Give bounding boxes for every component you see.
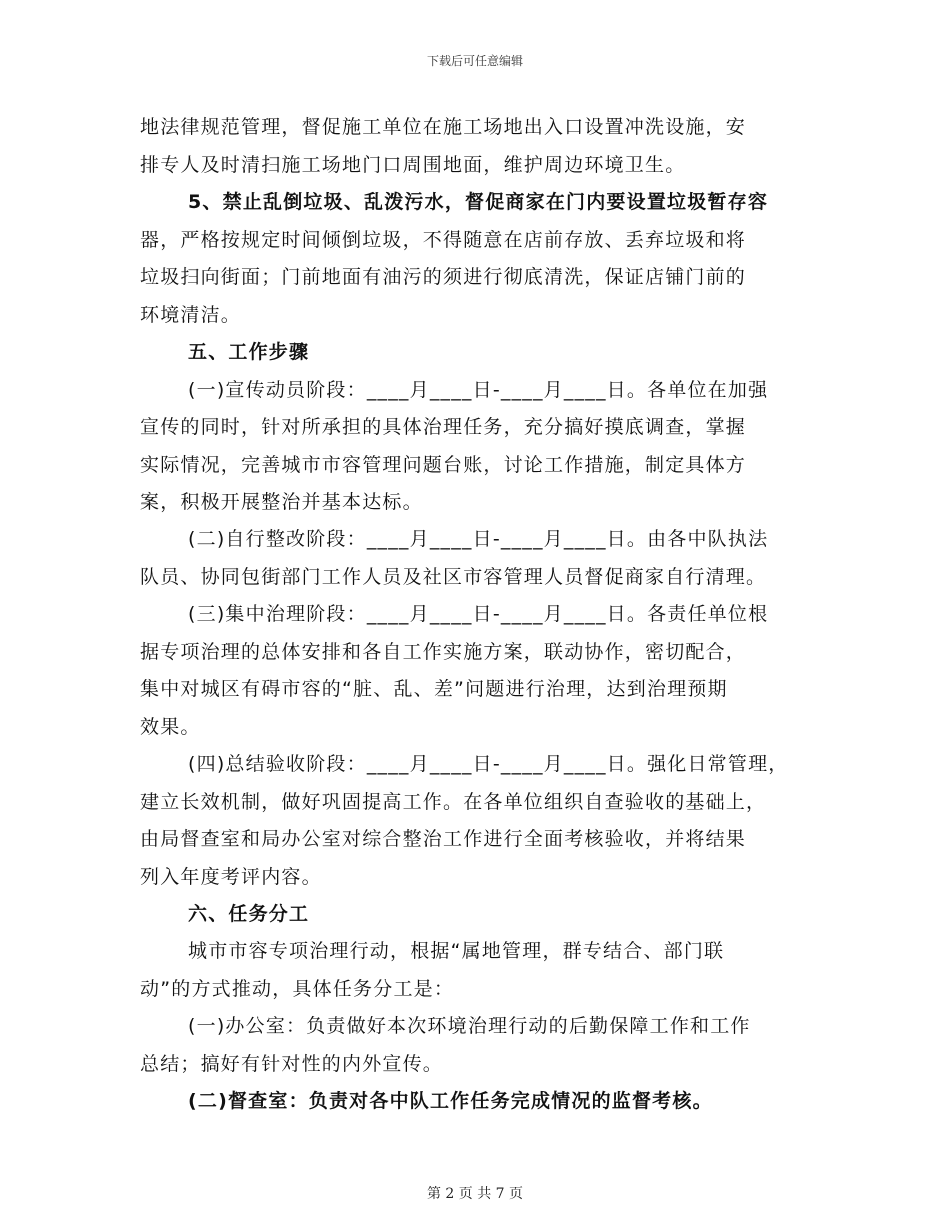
body-line: 集中对城区有碍市容的“脏、乱、差”问题进行治理，达到治理预期	[140, 678, 728, 700]
body-line: 器，严格按规定时间倾倒垃圾，不得随意在店前存放、丢弃垃圾和将	[140, 229, 747, 251]
body-line: (四)总结验收阶段：____月____日-____月____日。强化日常管理，	[188, 753, 789, 775]
body-line: 动”的方式推动，具体任务分工是：	[140, 978, 455, 1000]
section-heading: 六、任务分工	[188, 903, 310, 925]
body-line: 列入年度考评内容。	[140, 866, 322, 888]
body-line-bold: (二)督查室：负责对各中队工作任务完成情况的监督考核。	[188, 1090, 713, 1112]
body-line: 环境清洁。	[140, 304, 242, 326]
body-line: 城市市容专项治理行动，根据“属地管理，群专结合、部门联	[188, 940, 725, 962]
body-line: (三)集中治理阶段：____月____日-____月____日。各责任单位根	[188, 603, 769, 625]
body-line: 实际情况，完善城市市容管理问题台账，讨论工作措施，制定具体方	[140, 454, 747, 476]
body-line: 由局督查室和局办公室对综合整治工作进行全面考核验收，并将结果	[140, 828, 747, 850]
body-line: (二)自行整改阶段：____月____日-____月____日。由各中队执法	[188, 528, 769, 550]
body-line: 5、禁止乱倒垃圾、乱泼污水，督促商家在门内要设置垃圾暂存容	[188, 191, 769, 213]
body-line: 地法律规范管理，督促施工单位在施工场地出入口设置冲洗设施，安	[140, 116, 747, 138]
body-line: 宣传的同时，针对所承担的具体治理任务，充分搞好摸底调查，掌握	[140, 416, 747, 438]
body-line: 总结；搞好有针对性的内外宣传。	[140, 1053, 444, 1075]
body-line: (一)宣传动员阶段：____月____日-____月____日。各单位在加强	[188, 379, 769, 401]
body-line: 排专人及时清扫施工场地门口周围地面，维护周边环境卫生。	[140, 154, 686, 176]
body-line: 建立长效机制，做好巩固提高工作。在各单位组织自查验收的基础上，	[140, 791, 767, 813]
body-line: 队员、协同包街部门工作人员及社区市容管理人员督促商家自行清理。	[140, 566, 767, 588]
page-footer: 第 2 页 共 7 页	[426, 1186, 524, 1202]
body-line: 效果。	[140, 716, 201, 738]
page-header: 下载后可任意编辑	[426, 54, 523, 68]
body-line: 据专项治理的总体安排和各自工作实施方案，联动协作，密切配合，	[140, 641, 747, 663]
body-line: (一)办公室：负责做好本次环境治理行动的后勤保障工作和工作	[188, 1015, 751, 1037]
body-line: 垃圾扫向街面；门前地面有油污的须进行彻底清洗，保证店铺门前的	[140, 266, 747, 288]
body-line: 案，积极开展整治并基本达标。	[140, 491, 423, 513]
section-heading: 五、工作步骤	[188, 341, 310, 363]
